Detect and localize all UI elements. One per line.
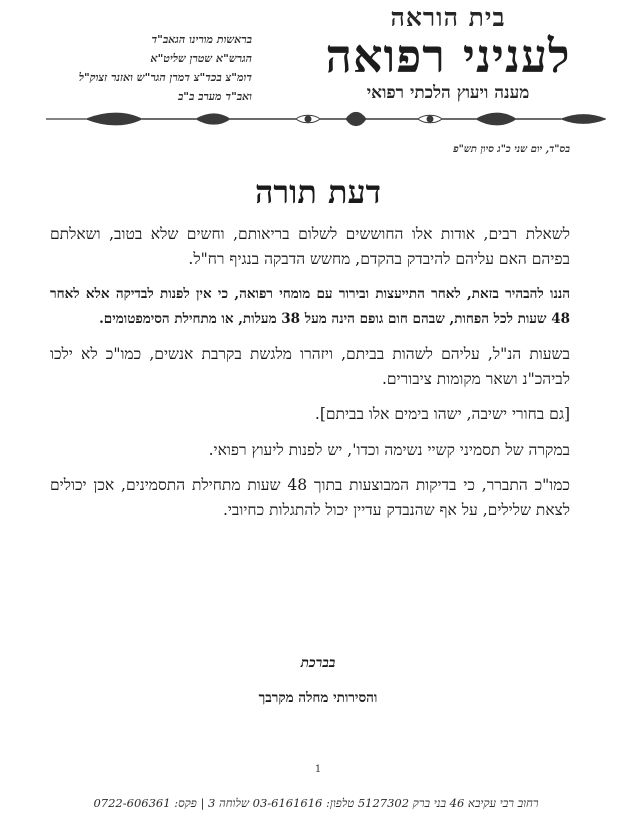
document-body xyxy=(50,222,570,533)
footer-contact: רחוב רבי עקיבא 46 בני ברק 5127302 טלפון: 03-6161616 שלוחה 3 | פקס: 0722-606361 xyxy=(93,796,539,810)
closing-signature: והסירותי מחלה מקרבך xyxy=(258,690,378,706)
auspices-line: דומ"צ בכד"צ דמרן הגר"ש ואזנר זצוק"ל xyxy=(78,71,252,84)
letterhead-auspices xyxy=(22,30,252,106)
auspices-line: הגרש"א שטרן שליט"א xyxy=(150,52,252,65)
document-title: דעת תורה xyxy=(255,173,381,211)
paragraph-emphasized: הננו להבהיר בזאת, לאחר התייעצות ובירור עם מומחי רפואה, כי אין לפנות לבדיקה אלא לאחר 48 שעות לכל הפחות, שבהם חום גופם הינה מעל 38 מעלות, או מתחילת הסימפטומים. xyxy=(50,286,570,327)
paragraph: בשעות הנ"ל, עליהם לשהות בביתם, ויזהרו מלגשת בקרבת אנשים, כמו"כ לא ילכו לביהכ"נ ושאר מקומות ציבורים. xyxy=(50,345,570,388)
paragraph: במקרה של תסמיני קשיי נשימה וכדו', יש לפנות ליעוץ רפואי. xyxy=(208,440,570,459)
paragraph: [גם בחורי ישיבה, ישהו בימים אלו בביתם]. xyxy=(314,405,570,423)
auspices-line: ואב"ד מערב ב"ב xyxy=(177,90,252,103)
paragraph: לשאלת רבים, אודות אלו החוששים לשלום בריאותם, וחשים שלא בטוב, ושאלתם בפיהם האם עליהם להיבדק בהקדם, מחשש הדבקה בנגיף רח"ל. xyxy=(50,225,570,268)
letterhead-org-name: לעניני רפואה xyxy=(325,29,571,83)
paragraph: כמו"כ התברר, כי בדיקות המבוצעות בתוך 48 שעות מתחילת התסמינים, אכן יכולים לצאת שלילים, על אף שהנבדק עדיין יכול להתגלות כחיובי. xyxy=(50,476,570,519)
letterhead-tagline: מענה ויעוץ הלכתי רפואי xyxy=(366,83,530,103)
page-number: 1 xyxy=(314,764,322,775)
date-line: בס"ד, יום שני כ"ג סיון תש"פ xyxy=(453,144,570,155)
auspices-line: בראשות מורינו הגאב"ד xyxy=(151,33,252,46)
letterhead-house-of-ruling: בית הוראה xyxy=(390,3,506,32)
ornament-divider-icon xyxy=(46,108,606,130)
closing-blessing: בברכת xyxy=(300,655,336,671)
letterhead-title-block xyxy=(278,4,618,104)
